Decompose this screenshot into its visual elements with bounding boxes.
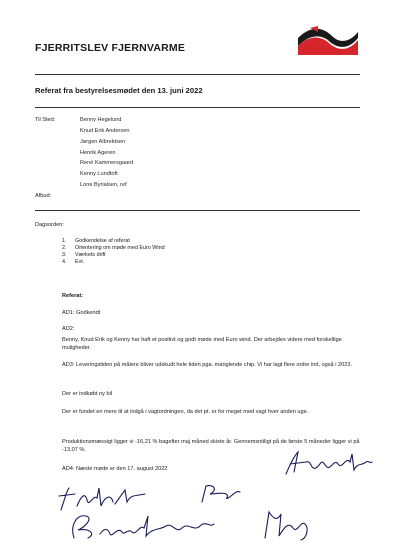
attendee: Benny Hegelund bbox=[80, 117, 122, 123]
minutes-ad2-body: Benny, Knud Erik og Kenny har haft et positivt og godt møde med Euro wind. Der arbejdes videre med forskellige muligheder. bbox=[62, 337, 342, 351]
minutes-ad4: AD4: Næste møde er den 17. august 2022 bbox=[62, 466, 168, 472]
agenda-item: 3. Værkets drift bbox=[62, 252, 106, 258]
document-title: Referat fra bestyrelsesmødet den 13. juni 2022 bbox=[35, 86, 203, 95]
signature bbox=[282, 450, 374, 478]
minutes-label: Referat: bbox=[62, 293, 84, 299]
signature bbox=[255, 508, 315, 542]
attendance-rule bbox=[35, 210, 360, 211]
minutes-ad3-paragraph: Der er indkøbt ny bil bbox=[62, 391, 113, 397]
attendee: Knud Erik Andersen bbox=[80, 128, 130, 134]
minutes-ad2-heading: AD2: bbox=[62, 326, 75, 332]
minutes-ad3-paragraph: Der er fundet en mere til at indgå i vagtordningen, da det pt. er for meget med vagt hver anden uge. bbox=[62, 409, 309, 415]
agenda-item: 1. Godkendelse af referat bbox=[62, 238, 130, 244]
minutes-ad1: AD1: Godkendt bbox=[62, 310, 101, 316]
signature bbox=[66, 510, 216, 542]
title-rule bbox=[35, 107, 360, 108]
minutes-ad3-paragraph: AD3: Leveringstiden på målere bliver udskudt hele tiden pga. manglende chip. Vi har lagt flere ordre ind, også i 2023. bbox=[62, 362, 353, 368]
organization-name: FJERRITSLEV FJERNVARME bbox=[35, 42, 186, 54]
agenda-list bbox=[62, 238, 165, 266]
attendee: Lone Byrialsen, ref bbox=[80, 182, 127, 188]
present-label: Til Sted: bbox=[35, 117, 56, 123]
company-logo bbox=[296, 24, 360, 56]
agenda-item: 4. Evt. bbox=[62, 259, 85, 265]
attendee: Jørgen Albrektsen bbox=[80, 139, 126, 145]
attendee: Henrik Ageren bbox=[80, 150, 116, 156]
attendee: Kenny Lundtoft bbox=[80, 171, 118, 177]
agenda-label: Dagsorden: bbox=[35, 222, 64, 228]
absent-label: Afbud: bbox=[35, 193, 52, 199]
attendee: René Kammersgaard bbox=[80, 160, 134, 166]
agenda-item: 2. Orientering om møde med Euro Wind bbox=[62, 245, 165, 251]
signature bbox=[196, 482, 242, 504]
header-rule bbox=[35, 74, 360, 75]
minutes-ad3-paragraph: Produktionsmæssigt ligger vi -16,21 % bagefter maj måned skiste år. Gennemsnitligt på de første 5 måneder ligger vi på -13,07 %. bbox=[62, 439, 360, 453]
